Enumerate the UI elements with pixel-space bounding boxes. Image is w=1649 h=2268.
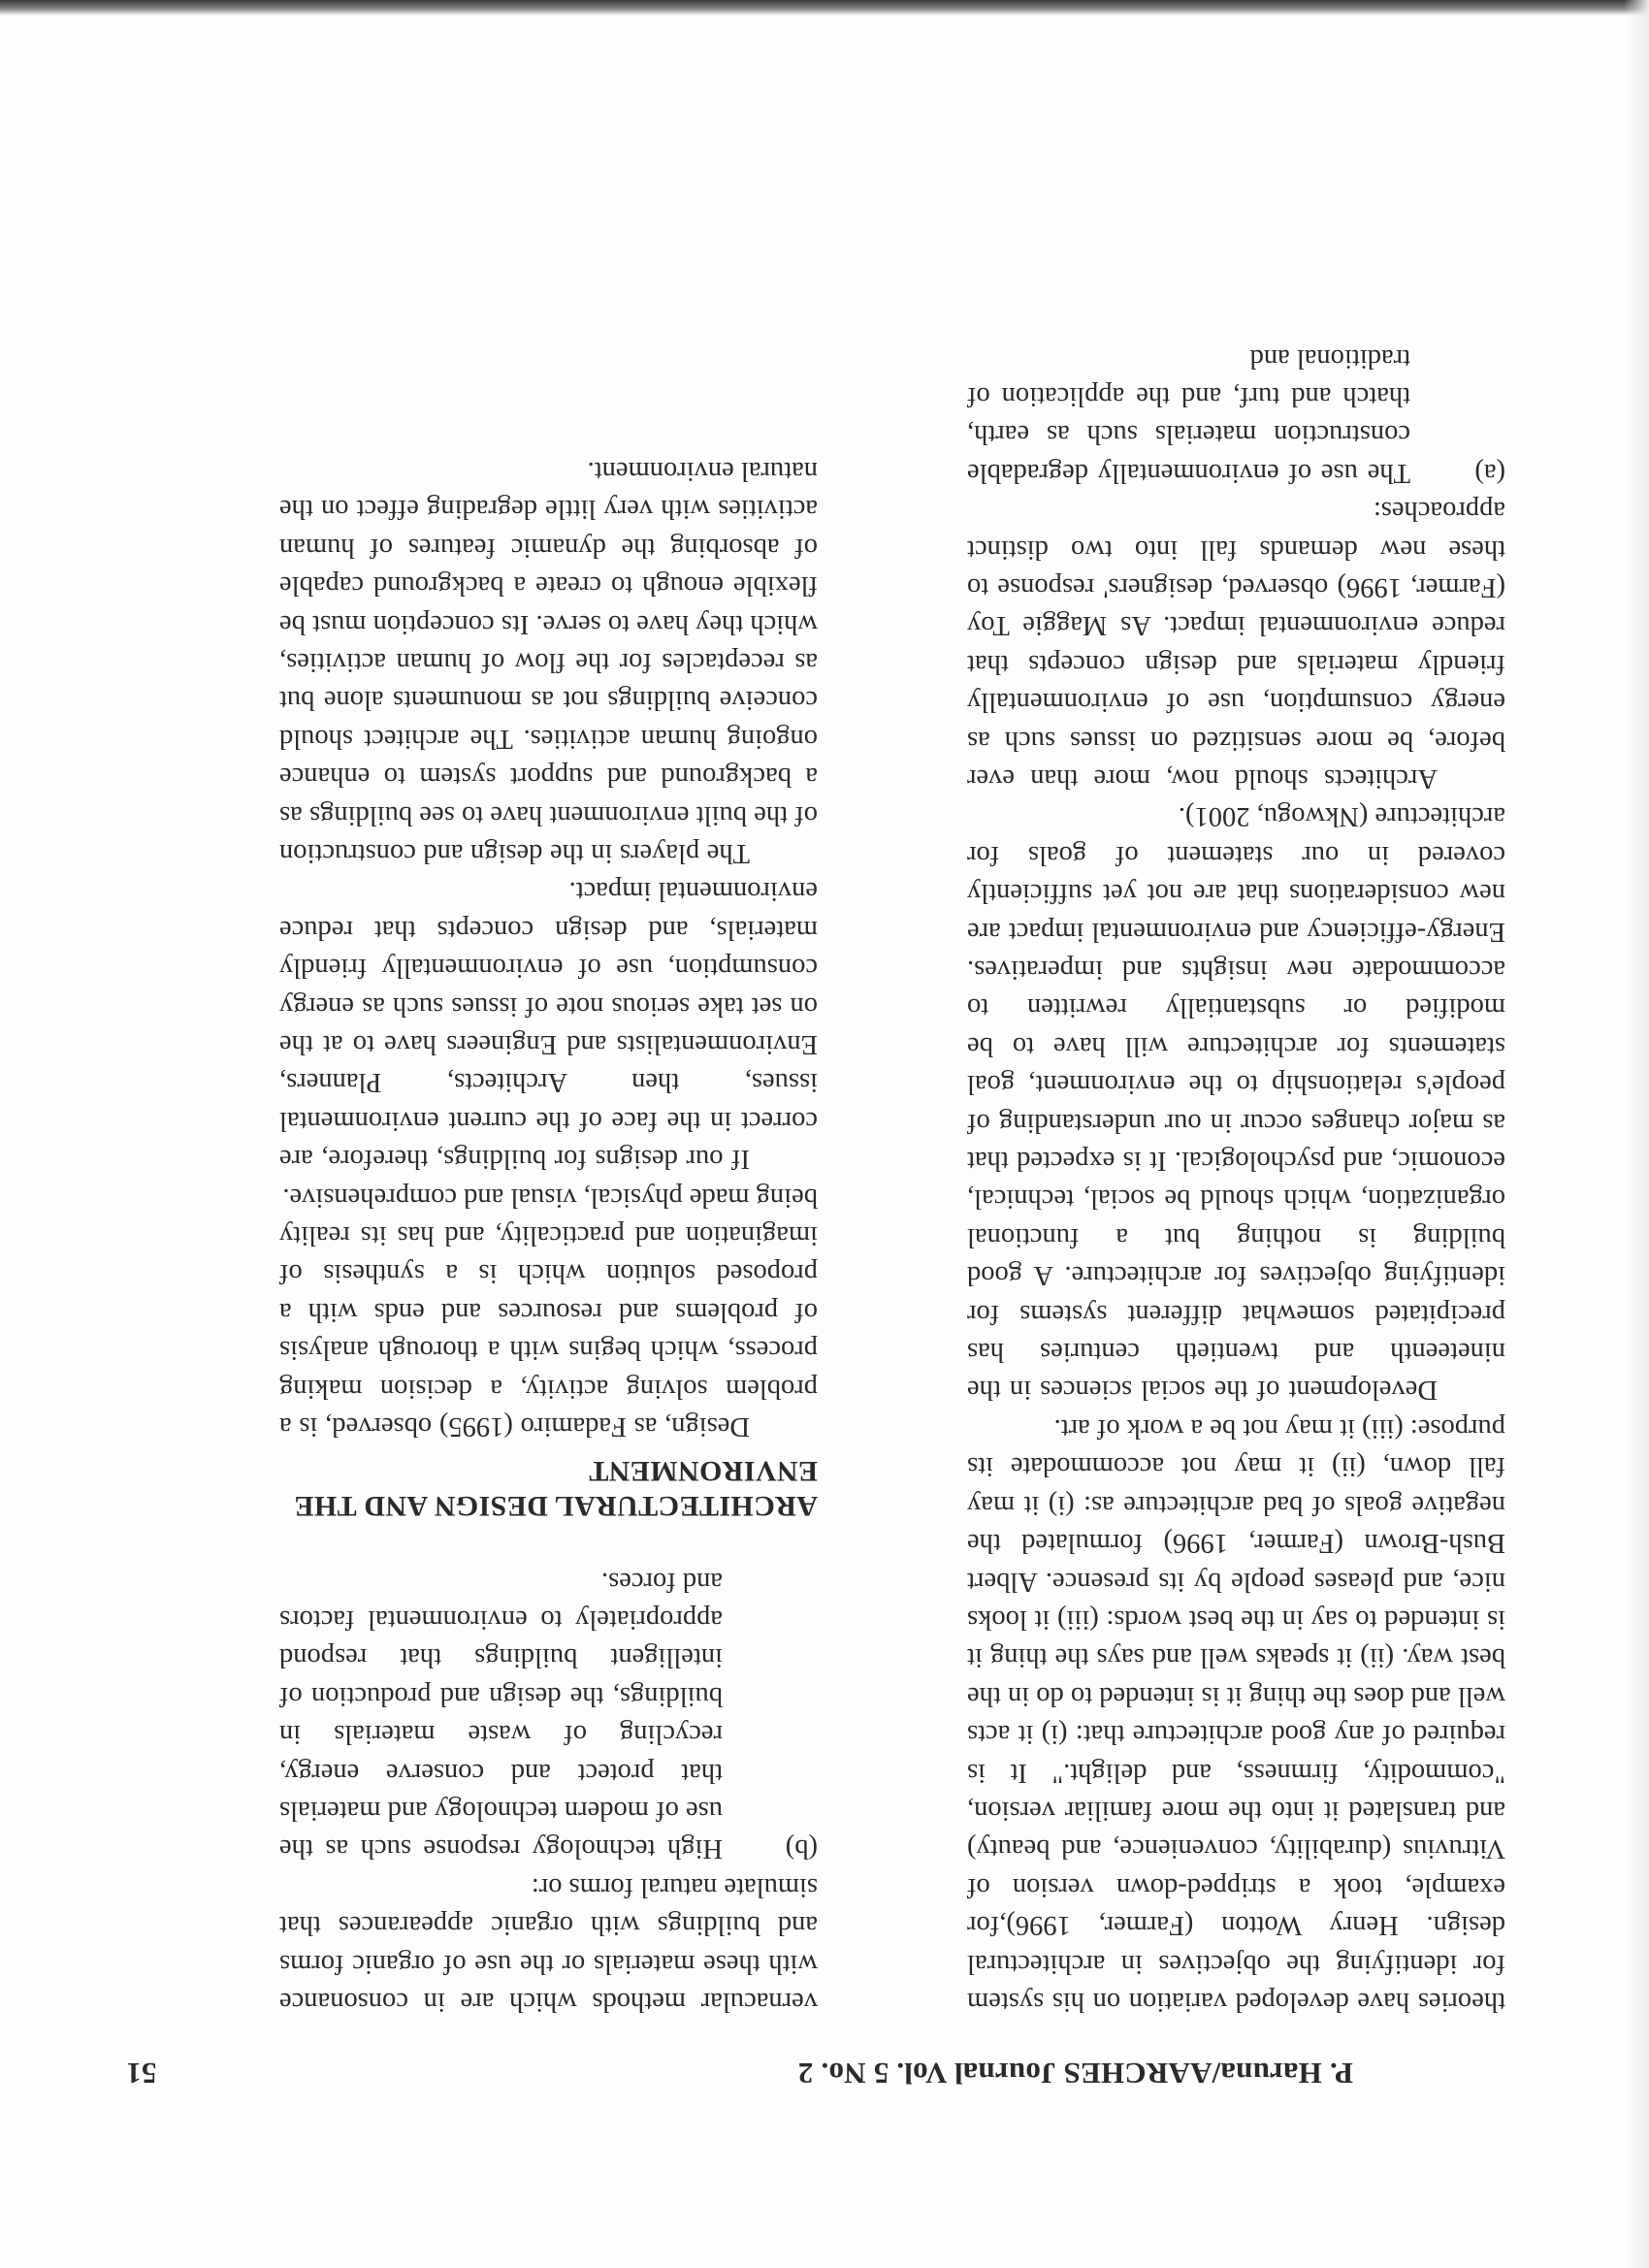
paragraph: theories have developed variation on his system for identifying the objectives in architectural design. Henry Wotton (Farmer, 1996),for example, took a stripped-down version of Vitruvius (durability, convenience, and beauty) and translated it into the more familiar version, "commodity, firmness, and delight." It is required of any good architecture that: (i) it acts well and does the thing it is intended to do in the best way. (ii) it speaks well and says the thing it is intended to say in the best words: (iii) it looks nice, and pleases people by its presence. Albert Bush-Brown (Farmer, 1996) formulated the negative goals of bad architecture as: (i) it may fall down, (ii) it may not accommodate its purpose: (iii) it may not be a work of art. (967, 1412, 1505, 2017)
paragraph: Architects should now, more than ever before, be more sensitized on issues such as energy consumption, use of environmentally friendly materials and design concepts that reduce environmental impact. As Maggie Toy (Farmer, 1996) observed, designers' response to these new demands fall into two distinct approaches: (967, 496, 1505, 794)
paragraph: Design, as Fadamiro (1995) observed, is a problem solving activity, a decision making process, which begins with a thorough analysis of problems and resources and ends with a proposed solution which is a synthesis of imagination and practicality, and has its reality being made physical, visual and comprehensive. (279, 1182, 818, 1442)
page-number: 51 (126, 2057, 157, 2090)
list-item-text: The use of environmentally degradable construction materials such as earth, thatch and turf, and the application of traditional and (967, 342, 1410, 488)
running-title: P. Haruna/AARCHES Journal Vol. 5 No. 2 (797, 2057, 1353, 2090)
list-marker: (b) (785, 1833, 818, 1864)
list-item (967, 339, 1505, 492)
paragraph: vernacular methods which are in consonance with these materials or the use of organic forms and buildings with organic appearances that simulate natural forms or: (279, 1871, 818, 2017)
right-column (279, 452, 818, 2021)
left-column (967, 339, 1505, 2021)
list-marker: (a) (1474, 457, 1505, 488)
list-item (279, 1562, 818, 1867)
paragraph: Development of the social sciences in the nineteenth and twentieth centuries has precipitated somewhat different systems for identifying objectives for architecture. A good building is nothing but a functional organization, which should be social, technical, economic, and psychological. It is expected that as major changes occur in our understanding of people's relationship to the environment, goal statements for architecture will have to be modified or substantially rewritten to accommodate new insights and imperatives. Energy-efficiency and environmental impact are new considerations that are not yet sufficiently covered in our statement of goals for architecture (Nkwogu, 2001). (967, 801, 1505, 1406)
paragraph: If our designs for buildings, therefore, are correct in the face of the current environmental issues, then Architects, Planners, Environmentalists and Engineers have to at the on set take serious note of issues such as energy consumption, use of environmentally friendly materials, and design concepts that reduce environmental impact. (279, 876, 818, 1175)
section-heading: ARCHITECTURAL DESIGN AND THE ENVIRONMENT (294, 1455, 818, 1523)
paragraph: The players in the design and construction of the built environment have to see buildings as a background and support system to enhance ongoing human activities. The architect should conceive buildings not as monuments alone but as receptacles for the flow of human activities, which they have to serve. Its conception must be flexible enough to create a background capable of absorbing the dynamic features of human activities with very little degrading effect on the natural environment. (279, 455, 818, 869)
list-item-text: High technology response such as the use of modern technology and materials that protect and conserve energy, recycling of waste materials in buildings, the design and production of intelligent buildings that respond appropriately to environmental factors and forces. (279, 1566, 723, 1864)
